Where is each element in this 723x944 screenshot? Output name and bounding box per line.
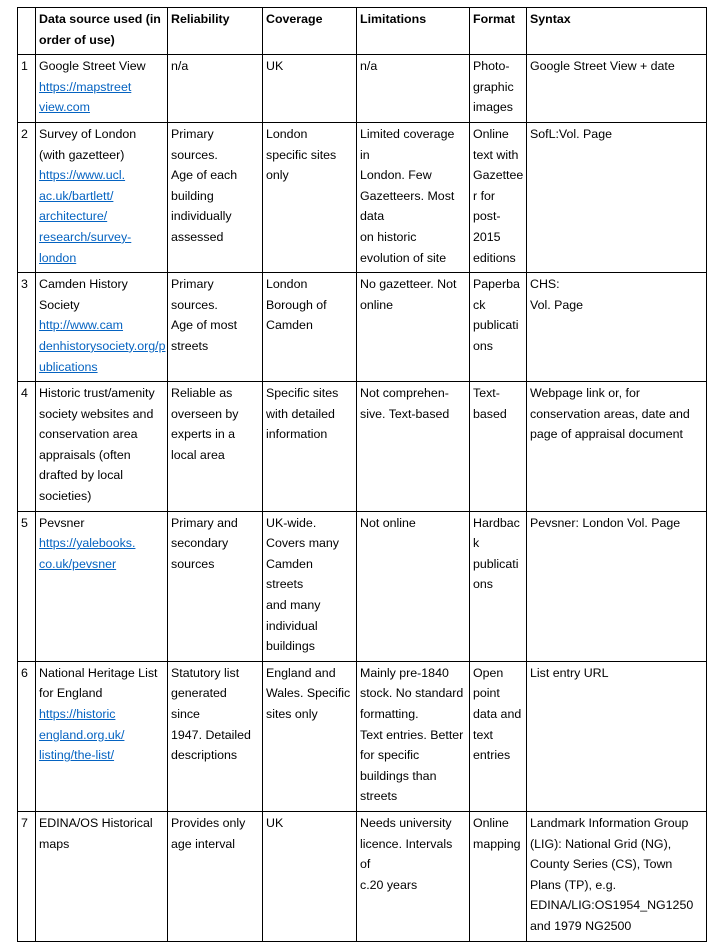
table-row — [18, 811, 707, 941]
source-cell — [36, 811, 168, 941]
source-link[interactable]: http://www.cam denhistorysociety.org/p ublications — [39, 318, 166, 374]
header-syntax: Syntax — [527, 8, 707, 55]
source-cell — [36, 382, 168, 512]
format-cell: Online mapping — [470, 811, 527, 941]
source-name: Camden History Society — [39, 277, 128, 312]
format-cell: Paperba ck publicati ons — [470, 273, 527, 382]
reliability-cell: n/a — [168, 55, 263, 123]
coverage-cell: England and Wales. Specific sites only — [263, 661, 357, 811]
coverage-cell: UK-wide. Covers many Camden streets and many individual buildings — [263, 511, 357, 661]
coverage-cell: UK — [263, 811, 357, 941]
source-name: Survey of London (with gazetteer) — [39, 126, 137, 162]
limitations-cell: Not online — [357, 511, 470, 661]
source-link[interactable]: https://www.ucl. ac.uk/bartlett/ architecture/ research/survey- london — [39, 168, 132, 265]
data-sources-table — [17, 7, 707, 942]
header-data-source: Data source used (in order of use) — [36, 8, 168, 55]
reliability-cell: Provides only age interval — [168, 811, 263, 941]
row-number: 3 — [18, 273, 36, 382]
header-reliability: Reliability — [168, 8, 263, 55]
row-number: 5 — [18, 511, 36, 661]
syntax-cell: Landmark Information Group (LIG): National Grid (NG), County Series (CS), Town Plans (TP), e.g. EDINA/LIG:OS1954_NG1250 and 1979 NG2500 — [527, 811, 707, 941]
source-cell — [36, 661, 168, 811]
source-name: National Heritage List for England — [39, 665, 158, 701]
source-name: EDINA/OS Historical maps — [39, 815, 153, 851]
syntax-cell: CHS: Vol. Page — [527, 273, 707, 382]
table-row — [18, 122, 707, 272]
limitations-cell: No gazetteer. Not online — [357, 273, 470, 382]
table-row — [18, 55, 707, 123]
table-row — [18, 273, 707, 382]
format-cell: Hardbac k publicati ons — [470, 511, 527, 661]
source-name: Historic trust/amenity society websites and conservation area appraisals (often drafted by local societies) — [39, 386, 155, 504]
source-cell — [36, 55, 168, 123]
header-number — [18, 8, 36, 55]
table-row — [18, 511, 707, 661]
row-number: 4 — [18, 382, 36, 512]
table-row — [18, 382, 707, 512]
limitations-cell — [357, 382, 470, 512]
source-cell — [36, 273, 168, 382]
format-cell: Online text with Gazettee r for post- 2015 editions — [470, 122, 527, 272]
row-number: 2 — [18, 122, 36, 272]
format-cell: Photo- graphic images — [470, 55, 527, 123]
format-cell: Text- based — [470, 382, 527, 512]
coverage-cell: UK — [263, 55, 357, 123]
header-row — [18, 8, 707, 55]
syntax-cell: List entry URL — [527, 661, 707, 811]
source-link[interactable]: https://historic england.org.uk/ listing/the-list/ — [39, 707, 125, 763]
row-number: 6 — [18, 661, 36, 811]
row-number: 7 — [18, 811, 36, 941]
header-format: Format — [470, 8, 527, 55]
coverage-cell: London Borough of Camden — [263, 273, 357, 382]
limitations-cell: Mainly pre-1840 stock. No standard formatting. Text entries. Better for specific buildings than streets — [357, 661, 470, 811]
limitations-text: Not comprehen- sive. Text-based — [360, 386, 450, 421]
coverage-cell: Specific sites with detailed information — [263, 382, 357, 512]
source-link[interactable]: https://yalebooks. co.uk/pevsner — [39, 536, 136, 571]
limitations-cell: n/a — [357, 55, 470, 123]
reliability-cell: Primary sources. Age of most streets — [168, 273, 263, 382]
source-name: Pevsner — [39, 515, 85, 530]
coverage-cell: London specific sites only — [263, 122, 357, 272]
syntax-cell: Pevsner: London Vol. Page — [527, 511, 707, 661]
reliability-cell: Primary and secondary sources — [168, 511, 263, 661]
syntax-cell: Webpage link or, for conservation areas, date and page of appraisal document — [527, 382, 707, 512]
syntax-cell: SofL:Vol. Page — [527, 122, 707, 272]
reliability-cell: Reliable as overseen by experts in a local area — [168, 382, 263, 512]
syntax-cell: Google Street View + date — [527, 55, 707, 123]
source-name: Google Street View — [39, 59, 146, 74]
reliability-cell: Primary sources. Age of each building individually assessed — [168, 122, 263, 272]
format-cell: Open point data and text entries — [470, 661, 527, 811]
limitations-cell: Limited coverage in London. Few Gazetteers. Most data on historic evolution of site — [357, 122, 470, 272]
source-cell — [36, 511, 168, 661]
source-cell — [36, 122, 168, 272]
table-row — [18, 661, 707, 811]
header-coverage: Coverage — [263, 8, 357, 55]
reliability-cell: Statutory list generated since 1947. Detailed descriptions — [168, 661, 263, 811]
row-number: 1 — [18, 55, 36, 123]
header-limitations: Limitations — [357, 8, 470, 55]
source-link[interactable]: https://mapstreet view.com — [39, 79, 132, 115]
limitations-cell: Needs university licence. Intervals of c.20 years — [357, 811, 470, 941]
